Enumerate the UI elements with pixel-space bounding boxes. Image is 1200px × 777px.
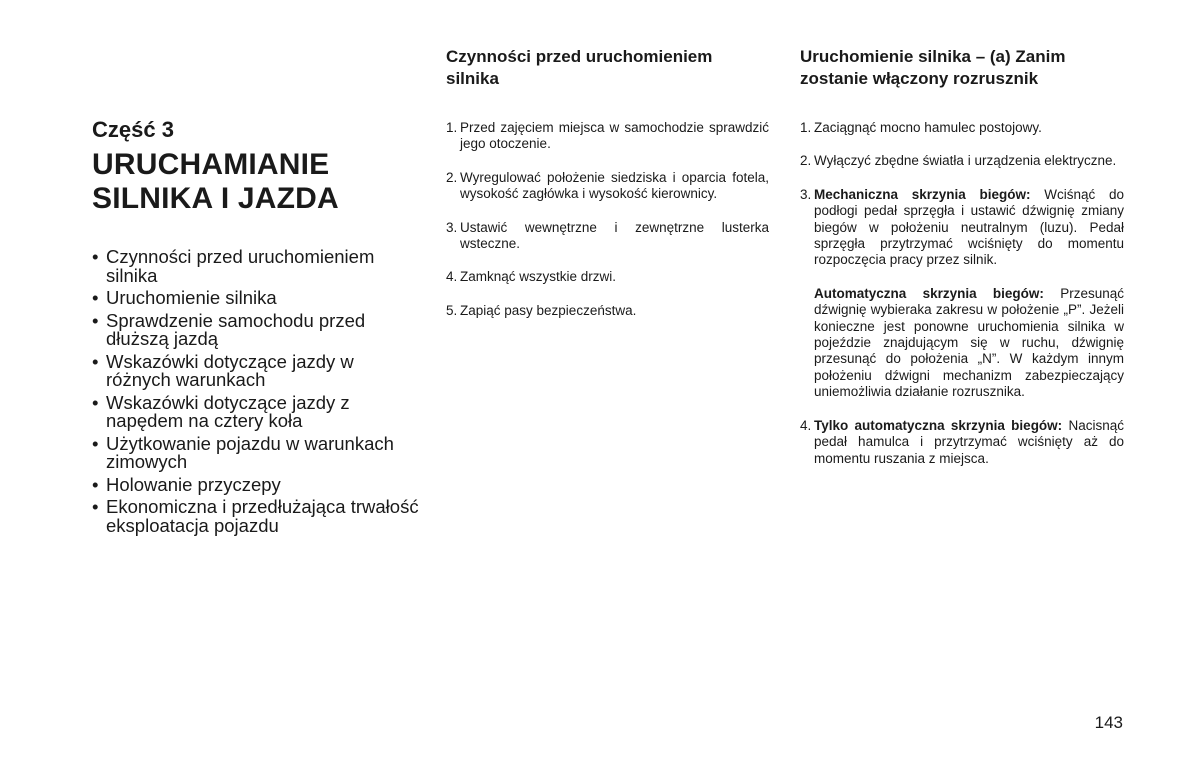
step-text: Wyregulować położenie siedziska i oparcia fotela, wysokość zagłówka i wysokość kierownicy. xyxy=(460,169,769,202)
automatic-gearbox-label: Automatyczna skrzynia biegów: xyxy=(814,285,1044,301)
manual-gearbox-paragraph xyxy=(814,187,1124,269)
step-number: 3. xyxy=(446,219,458,235)
step-number: 2. xyxy=(800,153,812,169)
contents-list xyxy=(92,248,422,539)
step-text: Ustawić wewnętrzne i zewnętrzne lusterka wsteczne. xyxy=(460,219,769,252)
part-label: Część 3 xyxy=(92,117,174,142)
step-item xyxy=(446,220,769,253)
automatic-only-text: Nacisnąć pedał hamulca i przytrzymać wciśnięty aż do momentu ruszania z miejsca. xyxy=(814,417,1124,466)
contents-item: • Wskazówki dotyczące jazdy z napędem na cztery koła xyxy=(92,394,422,431)
manual-gearbox-label: Mechaniczna skrzynia biegów: xyxy=(814,186,1031,202)
step-text: Przed zajęciem miejsca w samochodzie sprawdzić jego otoczenie. xyxy=(460,120,769,152)
step-text: Zapiąć pasy bezpieczeństwa. xyxy=(460,302,637,318)
contents-item: • Użytkowanie pojazdu w warunkach zimowych xyxy=(92,435,422,472)
step-text: Wyłączyć zbędne światła i urządzenia elektryczne. xyxy=(814,153,1117,169)
step-number: 5. xyxy=(446,302,458,318)
step-number: 4. xyxy=(800,417,812,433)
step-item xyxy=(800,120,1124,136)
step-number: 4. xyxy=(446,269,458,285)
contents-item: • Czynności przed uruchomieniem silnika xyxy=(92,248,422,285)
step-item xyxy=(800,418,1124,467)
part-title-line1: URUCHAMIANIE xyxy=(92,148,330,181)
manual-gearbox-text: Wciśnąć do podłogi pedał sprzęgła i ustawić dźwignię zmiany biegów w położeniu neutralnym (luzu). Pedał sprzęgła przytrzymać wciśnięty do momentu rozpoczęcia pracy przez silnik. xyxy=(814,186,1124,268)
automatic-only-label: Tylko automatyczna skrzynia biegów: xyxy=(814,417,1063,433)
contents-item: • Ekonomiczna i przedłużająca trwałość eksploatacja pojazdu xyxy=(92,498,422,535)
step-item xyxy=(446,269,769,285)
step-text: Zaciągnąć mocno hamulec postojowy. xyxy=(814,120,1042,135)
contents-item: • Holowanie przyczepy xyxy=(92,476,422,495)
part-title-line2: SILNIKA I JAZDA xyxy=(92,182,339,215)
step-item xyxy=(800,187,1124,401)
step-item xyxy=(446,120,769,153)
contents-item: • Wskazówki dotyczące jazdy w różnych warunkach xyxy=(92,353,422,390)
part-title xyxy=(92,148,339,216)
step-item xyxy=(800,153,1124,169)
engine-start-steps xyxy=(800,120,1124,484)
section-title-before-start: Czynności przed uruchomieniem silnika xyxy=(446,47,713,88)
step-number: 1. xyxy=(446,120,458,135)
contents-item: • Sprawdzenie samochodu przed dłuższą jazdą xyxy=(92,312,422,349)
automatic-gearbox-paragraph xyxy=(814,286,1124,401)
before-start-steps xyxy=(446,120,769,336)
step-number: 2. xyxy=(446,169,458,185)
step-item xyxy=(446,303,769,319)
step-number: 1. xyxy=(800,120,812,135)
step-number: 3. xyxy=(800,186,812,202)
step-item xyxy=(446,170,769,203)
contents-item: • Uruchomienie silnika xyxy=(92,289,422,308)
section-title-engine-start: Uruchomienie silnika – (a) Zanim zostanie włączony rozrusznik xyxy=(800,47,1066,88)
step-text: Zamknąć wszystkie drzwi. xyxy=(460,269,617,285)
automatic-gearbox-text: Przesunąć dźwignię wybieraka zakresu w położenie „P”. Jeżeli konieczne jest ponowne uruchomienia silnika w pojeździe znajdującym się w ruchu, dźwignię przesunąć do położenia „N”. W każdym innym położeniu dźwigni mechanizm zabezpieczający uniemożliwia działanie rozrusznika. xyxy=(814,285,1124,400)
page-number: 143 xyxy=(1094,713,1123,732)
